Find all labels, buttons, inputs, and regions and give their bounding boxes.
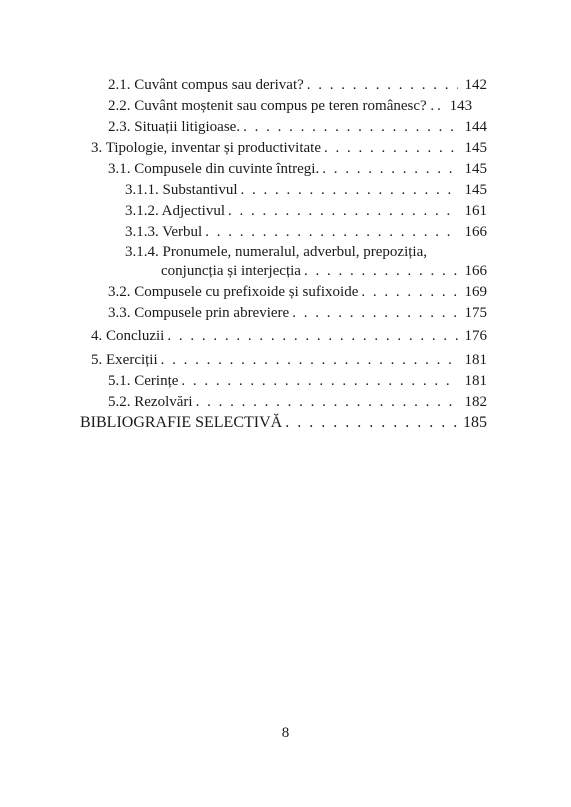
dot-leader [228,202,458,220]
dot-leader [307,76,458,94]
toc-entry-page: 169 [464,284,487,300]
toc-entry-page: 145 [464,140,487,156]
toc-entry-title: 4. Concluzii [91,328,165,344]
toc-entry-title: 5. Exerciții [91,352,158,368]
toc-entry[interactable] [108,304,487,322]
toc-entry-page: 185 [463,414,487,431]
toc-entry-title: 3.3. Compusele prin abreviere [108,305,290,321]
dot-leader [285,414,458,432]
toc-entry[interactable] [91,327,487,345]
toc-entry-page: 144 [464,119,487,135]
dot-leader [241,181,458,199]
toc-entry-page: 166 [464,224,487,240]
dot-leader [205,223,458,241]
toc-entry[interactable] [125,202,487,220]
toc-entry-page: 145 [464,182,487,198]
toc-entry-title: 5.1. Cerințe [108,373,179,389]
dot-leader [322,160,458,178]
toc-entry[interactable] [108,118,487,136]
toc-entry-page: 176 [464,328,487,344]
dot-leader [243,118,458,136]
toc-entry-title: 3.1.2. Adjectivul [125,203,225,219]
toc-entry[interactable] [80,414,487,432]
toc-entry-title: 3.1.1. Substantivul [125,182,238,198]
dot-leader [181,372,458,390]
toc-entry-title: BIBLIOGRAFIE SELECTIVĂ [80,414,283,431]
toc-entry-title: 2.1. Cuvânt compus sau derivat? [108,77,304,93]
toc-entry-title: 5.2. Rezolvări [108,394,193,410]
dot-leader [292,304,458,322]
toc-entry-title: 2.2. Cuvânt moștenit sau compus pe teren românesc? . [108,98,435,114]
toc-entry[interactable] [108,372,487,390]
toc-entry-page: 175 [464,305,487,321]
dot-leader-spacer [437,97,443,115]
toc-entry[interactable] [91,351,487,369]
page-number: 8 [281,725,290,741]
toc-entry[interactable] [108,76,487,94]
dot-leader [324,139,458,157]
dot-leader [161,351,458,369]
toc-entry-page: 142 [464,77,487,93]
toc-entry[interactable] [108,160,487,178]
toc-entry[interactable] [161,262,487,280]
toc-entry-title-line1[interactable]: 3.1.4. Pronumele, numeralul, adverbul, prepoziția, [125,244,427,260]
toc-entry-page: 181 [464,352,487,368]
toc-entry-title: 3.1. Compusele din cuvinte întregi. [108,161,320,177]
toc-entry-page: 181 [464,373,487,389]
toc-entry-title: 2.3. Situații litigioase. [108,119,241,135]
dot-leader [167,327,458,345]
toc-entry-page: 166 [464,263,487,279]
toc-entry[interactable] [125,223,487,241]
dot-leader [304,262,458,280]
toc-entry[interactable] [108,97,487,115]
dot-leader [196,393,458,411]
toc-entry[interactable] [91,139,487,157]
toc-entry-title: 3.2. Compusele cu prefixoide și sufixoide [108,284,359,300]
toc-entry[interactable] [108,393,487,411]
toc-entry-page: 145 [464,161,487,177]
toc-entry[interactable] [108,283,487,301]
toc-entry-page: 161 [464,203,487,219]
toc-entry-page: 143 [449,98,473,114]
toc-entry-title: 3. Tipologie, inventar și productivitate [91,140,321,156]
toc-entry-page: 182 [464,394,487,410]
toc-entry[interactable] [125,181,487,199]
toc-entry-title: 3.1.3. Verbul [125,224,203,240]
dot-leader [361,283,458,301]
toc-entry-title: conjuncția și interjecția [161,263,301,279]
